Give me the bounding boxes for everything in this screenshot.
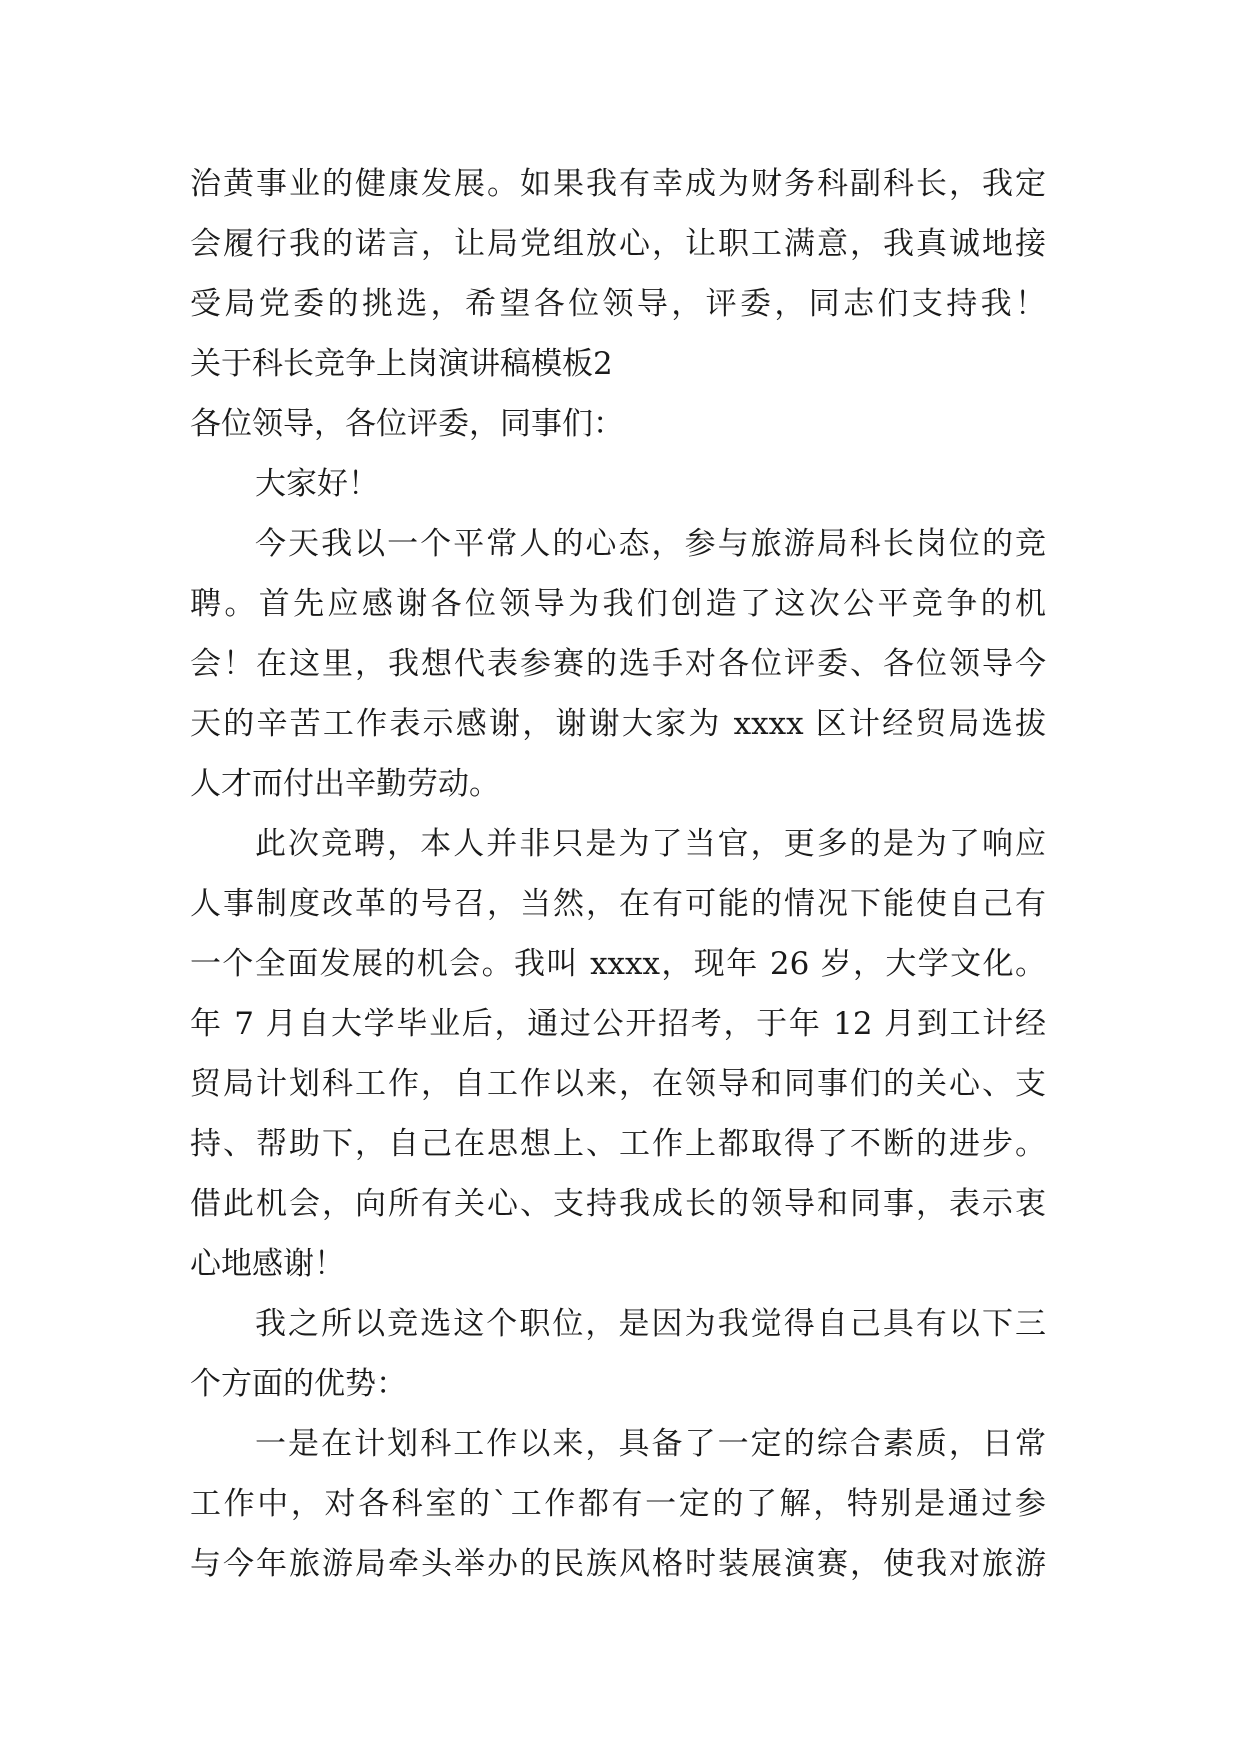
text-line: 治黄事业的健康发展。如果我有幸成为财务科副科长，我定	[190, 166, 1046, 202]
text-line: 此次竞聘，本人并非只是为了当官，更多的是为了响应	[255, 826, 1046, 862]
text-line: 会履行我的诺言，让局党组放心，让职工满意，我真诚地接	[190, 226, 1046, 262]
text-line: 会！在这里，我想代表参赛的选手对各位评委、各位领导今	[190, 646, 1046, 682]
text-line: 借此机会，向所有关心、支持我成长的领导和同事，表示衷	[190, 1186, 1046, 1222]
text-line: 人事制度改革的号召，当然，在有可能的情况下能使自己有	[190, 886, 1046, 922]
text-line: 受局党委的挑选，希望各位领导，评委，同志们支持我！	[190, 286, 1046, 322]
text-line: 我之所以竞选这个职位，是因为我觉得自己具有以下三	[255, 1306, 1046, 1342]
greeting: 大家好！	[255, 466, 379, 502]
text-line: 一个全面发展的机会。我叫 xxxx，现年 26 岁，大学文化。	[190, 946, 1046, 982]
text-line: 与今年旅游局牵头举办的民族风格时装展演赛，使我对旅游	[190, 1546, 1046, 1582]
text-line: 心地感谢！	[190, 1246, 345, 1282]
text-line: 一是在计划科工作以来，具备了一定的综合素质，日常	[255, 1426, 1046, 1462]
text-line: 工作中，对各科室的`工作都有一定的了解，特别是通过参	[190, 1486, 1046, 1522]
text-line: 聘。首先应感谢各位领导为我们创造了这次公平竞争的机	[190, 586, 1046, 622]
salutation: 各位领导，各位评委，同事们：	[190, 406, 624, 442]
text-line: 持、帮助下，自己在思想上、工作上都取得了不断的进步。	[190, 1126, 1046, 1162]
section-heading: 关于科长竞争上岗演讲稿模板2	[190, 346, 613, 382]
text-line: 今天我以一个平常人的心态，参与旅游局科长岗位的竞	[255, 526, 1046, 562]
text-line: 人才而付出辛勤劳动。	[190, 766, 500, 802]
text-line: 天的辛苦工作表示感谢，谢谢大家为 xxxx 区计经贸局选拔	[190, 706, 1046, 742]
text-line: 个方面的优势：	[190, 1366, 407, 1402]
text-line: 贸局计划科工作，自工作以来，在领导和同事们的关心、支	[190, 1066, 1046, 1102]
text-line: 年 7 月自大学毕业后，通过公开招考，于年 12 月到工计经	[190, 1006, 1046, 1042]
